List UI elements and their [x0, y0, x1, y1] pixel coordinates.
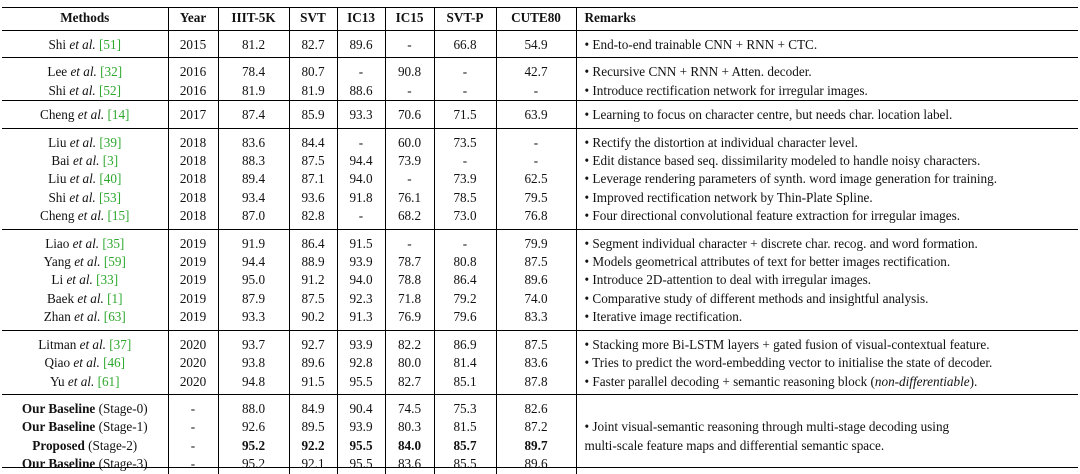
year-cell: 2018 — [168, 128, 218, 152]
svtp-cell: 73.9 — [434, 170, 496, 188]
svtp-cell: 79.6 — [434, 308, 496, 330]
method-etal: et al. — [77, 208, 105, 224]
method-cell — [2, 189, 168, 207]
method-author: Shi — [48, 37, 67, 52]
method-cell — [2, 290, 168, 308]
ic15-cell: 80.3 — [385, 418, 434, 436]
cute80-cell: 83.6 — [496, 354, 576, 372]
cute80-cell: 62.5 — [496, 170, 576, 188]
method-cell — [2, 207, 168, 229]
method-author: Cheng — [40, 208, 75, 224]
ic15-cell: 78.8 — [385, 271, 434, 289]
svtp-cell: 79.2 — [434, 290, 496, 308]
remark-text: • Improved rectification network by Thin-Plate Spline. — [584, 189, 873, 205]
header-svtp: SVT-P — [434, 7, 496, 31]
ic13-cell: 91.3 — [337, 308, 385, 330]
table-row — [2, 330, 1078, 354]
cute80-cell: 82.6 — [496, 394, 576, 418]
remark-cell — [576, 152, 1078, 170]
citation-link: [14] — [107, 107, 130, 123]
iiit5k-cell: 81.2 — [218, 31, 289, 58]
cute80-cell: 74.0 — [496, 290, 576, 308]
cute80-cell: 89.6 — [496, 271, 576, 289]
iiit5k-cell: 94.4 — [218, 253, 289, 271]
table-row — [2, 189, 1078, 207]
svtp-cell: - — [434, 82, 496, 101]
year-cell: 2020 — [168, 330, 218, 354]
svt-cell: 92.2 — [289, 437, 337, 455]
svtp-cell: 73.0 — [434, 207, 496, 229]
year-cell: 2018 — [168, 207, 218, 229]
svt-cell: 84.4 — [289, 128, 337, 152]
citation-link: [53] — [99, 189, 122, 205]
header-row — [2, 7, 1078, 31]
remark-cell — [576, 58, 1078, 82]
ic15-cell: 78.7 — [385, 253, 434, 271]
iiit5k-cell: 87.9 — [218, 290, 289, 308]
table-row — [2, 229, 1078, 253]
remark-cell — [576, 229, 1078, 253]
iiit5k-cell: 93.8 — [218, 354, 289, 372]
citation-link: [15] — [107, 208, 130, 224]
remark-cell — [576, 31, 1078, 58]
method-author: Yang — [43, 254, 71, 270]
year-cell: 2018 — [168, 170, 218, 188]
remark-text: • Learning to focus on character centre, but needs char. location label. — [584, 107, 953, 123]
remark-text: • Four directional convolutional feature extraction for irregular images. — [584, 208, 961, 224]
svt-cell: 80.7 — [289, 58, 337, 82]
table-row — [2, 58, 1078, 82]
method-cell — [2, 58, 168, 82]
year-cell: 2019 — [168, 308, 218, 330]
method-etal: et al. — [69, 171, 97, 187]
remark-cell — [576, 207, 1078, 229]
cute80-cell: 87.5 — [496, 253, 576, 271]
cute80-cell: - — [496, 82, 576, 101]
year-cell: 2020 — [168, 354, 218, 372]
cute80-cell: 76.8 — [496, 207, 576, 229]
ic15-cell: 70.6 — [385, 101, 434, 128]
citation-link: [3] — [102, 153, 119, 169]
svt-cell: 87.5 — [289, 290, 337, 308]
method-etal: et al. — [77, 290, 104, 306]
remark-text: • Segment individual character + discrete char. recog. and word formation. — [584, 235, 978, 251]
year-cell: 2015 — [168, 31, 218, 58]
table-row — [2, 128, 1078, 152]
method-cell — [2, 229, 168, 253]
method-stage: (Stage-0) — [95, 400, 148, 416]
method-author: Litman — [38, 336, 77, 352]
cute80-cell: 83.3 — [496, 308, 576, 330]
svt-cell: 82.7 — [289, 31, 337, 58]
header-ic15: IC15 — [385, 7, 434, 31]
method-author: Li — [51, 272, 64, 288]
svtp-cell: 85.7 — [434, 437, 496, 455]
cute80-cell: 79.9 — [496, 229, 576, 253]
remark-text: • Comparative study of different methods and insightful analysis. — [584, 290, 929, 306]
method-cell — [2, 437, 168, 455]
method-cell — [2, 455, 168, 473]
remark-text: • Rectify the distortion at individual character level. — [584, 134, 858, 150]
svt-cell: 86.4 — [289, 229, 337, 253]
method-author: Lee — [47, 64, 68, 80]
remark-text: • Recursive CNN + RNN + Atten. decoder. — [584, 64, 812, 80]
method-etal: et al. — [69, 37, 96, 52]
remark-cell — [576, 354, 1078, 372]
ic13-cell: 95.5 — [337, 437, 385, 455]
ic15-cell: 74.5 — [385, 394, 434, 418]
cute80-cell: 87.8 — [496, 373, 576, 395]
method-etal: et al. — [69, 82, 96, 98]
ic15-cell: 84.0 — [385, 437, 434, 455]
table-row — [2, 170, 1078, 188]
year-cell: 2017 — [168, 101, 218, 128]
ic13-cell: 91.8 — [337, 189, 385, 207]
remark-text: • Introduce rectification network for irregular images. — [584, 82, 868, 98]
results-table — [2, 7, 1078, 474]
svt-cell: 89.5 — [289, 418, 337, 436]
ic13-cell: 88.6 — [337, 82, 385, 101]
remark-cell — [576, 253, 1078, 271]
citation-link: [35] — [102, 235, 125, 251]
method-cell — [2, 394, 168, 418]
svt-cell: 91.5 — [289, 373, 337, 395]
citation-link: [61] — [97, 373, 120, 389]
citation-link: [33] — [96, 272, 119, 288]
ic15-cell: 71.8 — [385, 290, 434, 308]
method-author: Baek — [47, 290, 75, 306]
method-cell — [2, 82, 168, 101]
iiit5k-cell: 95.2 — [218, 437, 289, 455]
method-etal: et al. — [67, 373, 95, 389]
method-author: Zhan — [43, 309, 71, 325]
ic13-cell: 91.5 — [337, 229, 385, 253]
cute80-cell: 79.5 — [496, 189, 576, 207]
ours-remark-cell — [576, 394, 1078, 473]
cute80-cell: 89.7 — [496, 437, 576, 455]
citation-link: [37] — [109, 336, 132, 352]
year-cell: 2016 — [168, 58, 218, 82]
remark-cell — [576, 170, 1078, 188]
year-cell: 2019 — [168, 229, 218, 253]
remark-cell — [576, 271, 1078, 289]
iiit5k-cell: 94.8 — [218, 373, 289, 395]
method-etal: et al. — [79, 336, 106, 352]
header-year: Year — [168, 7, 218, 31]
year-cell: 2019 — [168, 271, 218, 289]
header-iiit5k: IIIT-5K — [218, 7, 289, 31]
ic13-cell: - — [337, 207, 385, 229]
year-cell: 2019 — [168, 290, 218, 308]
year-cell: - — [168, 437, 218, 455]
remark-text: • Stacking more Bi-LSTM layers + gated fusion of visual-contextual feature. — [584, 336, 990, 352]
method-cell — [2, 128, 168, 152]
iiit5k-cell: 93.4 — [218, 189, 289, 207]
remark-text: • Iterative image rectification. — [584, 309, 743, 325]
year-cell: 2018 — [168, 152, 218, 170]
method-cell — [2, 330, 168, 354]
ic15-cell: 60.0 — [385, 128, 434, 152]
svt-cell: 82.8 — [289, 207, 337, 229]
ic13-cell: 89.6 — [337, 31, 385, 58]
svtp-cell: 81.4 — [434, 354, 496, 372]
year-cell: 2018 — [168, 189, 218, 207]
table-row — [2, 82, 1078, 101]
ic15-cell: - — [385, 170, 434, 188]
iiit5k-cell: 95.0 — [218, 271, 289, 289]
svt-cell: 87.5 — [289, 152, 337, 170]
ic13-cell: 93.9 — [337, 418, 385, 436]
svtp-cell: 73.5 — [434, 128, 496, 152]
ic13-cell: 94.4 — [337, 152, 385, 170]
ic13-cell: 94.0 — [337, 170, 385, 188]
ours-remark-line2: multi-scale feature maps and differential semantic space. — [584, 437, 885, 453]
citation-link: [40] — [99, 171, 122, 187]
method-name-bold: Our Baseline — [21, 419, 96, 435]
method-author: Liu — [48, 134, 67, 150]
iiit5k-cell: 91.9 — [218, 229, 289, 253]
method-etal: et al. — [77, 107, 105, 123]
method-name-bold: Proposed — [32, 437, 85, 453]
table-row — [2, 31, 1078, 58]
ic15-cell: 73.9 — [385, 152, 434, 170]
table-row — [2, 290, 1078, 308]
svtp-cell: - — [434, 152, 496, 170]
citation-link: [32] — [100, 64, 123, 80]
cute80-cell: 42.7 — [496, 58, 576, 82]
table-row — [2, 308, 1078, 330]
citation-link: [39] — [99, 134, 122, 150]
ic13-cell: 94.0 — [337, 271, 385, 289]
svtp-cell: 81.5 — [434, 418, 496, 436]
table-row — [2, 207, 1078, 229]
svtp-cell: - — [434, 58, 496, 82]
svtp-cell: 71.5 — [434, 101, 496, 128]
svtp-cell: 85.1 — [434, 373, 496, 395]
ic13-cell: 93.3 — [337, 101, 385, 128]
remark-text: • Introduce 2D-attention to deal with irregular images. — [584, 272, 872, 288]
remark-text: • Models geometrical attributes of text for better images rectification. — [584, 254, 951, 270]
table-body — [2, 31, 1078, 474]
ic13-cell: - — [337, 128, 385, 152]
iiit5k-cell: 78.4 — [218, 58, 289, 82]
method-author: Shi — [48, 189, 67, 205]
header-methods: Methods — [2, 7, 168, 31]
ic13-cell: 95.5 — [337, 455, 385, 473]
method-etal: et al. — [74, 254, 101, 270]
ic15-cell: - — [385, 229, 434, 253]
ours-remark-line1: • Joint visual-semantic reasoning through multi-stage decoding using — [584, 419, 950, 435]
baseline-row — [2, 394, 1078, 418]
citation-link: [52] — [99, 82, 122, 98]
svt-cell: 93.6 — [289, 189, 337, 207]
svt-cell: 91.2 — [289, 271, 337, 289]
remark-text: • Leverage rendering parameters of synth. word image generation for training. — [584, 171, 998, 187]
ic15-cell: 82.7 — [385, 373, 434, 395]
svtp-cell: 80.8 — [434, 253, 496, 271]
table-row — [2, 373, 1078, 395]
remark-text: • End-to-end trainable CNN + RNN + CTC. — [584, 37, 818, 52]
ic15-cell: 80.0 — [385, 354, 434, 372]
remark-cell — [576, 373, 1078, 395]
header-cute80: CUTE80 — [496, 7, 576, 31]
remark-cell — [576, 308, 1078, 330]
header-svt: SVT — [289, 7, 337, 31]
method-author: Qiao — [44, 355, 71, 371]
svt-cell: 90.2 — [289, 308, 337, 330]
svtp-cell: 85.5 — [434, 455, 496, 473]
svtp-cell: 86.9 — [434, 330, 496, 354]
ic13-cell: - — [337, 58, 385, 82]
method-etal: et al. — [70, 64, 97, 80]
table-row — [2, 152, 1078, 170]
year-cell: 2020 — [168, 373, 218, 395]
ic15-cell: 83.6 — [385, 455, 434, 473]
method-author: Liao — [45, 235, 70, 251]
svt-cell: 87.1 — [289, 170, 337, 188]
iiit5k-cell: 87.4 — [218, 101, 289, 128]
ic13-cell: 92.8 — [337, 354, 385, 372]
ic15-cell: 90.8 — [385, 58, 434, 82]
table-row — [2, 101, 1078, 128]
year-cell: - — [168, 455, 218, 473]
method-etal: et al. — [72, 235, 100, 251]
iiit5k-cell: 95.2 — [218, 455, 289, 473]
method-stage: (Stage-3) — [95, 456, 148, 472]
ic13-cell: 93.9 — [337, 330, 385, 354]
ic15-cell: 82.2 — [385, 330, 434, 354]
year-cell: - — [168, 394, 218, 418]
method-etal: et al. — [73, 355, 100, 371]
remark-text: • Faster parallel decoding + semantic reasoning block ( — [584, 373, 875, 389]
citation-link: [59] — [103, 254, 126, 270]
remark-cell — [576, 82, 1078, 101]
method-etal: et al. — [74, 309, 101, 325]
ic15-cell: - — [385, 31, 434, 58]
citation-link: [51] — [99, 37, 122, 52]
header-ic13: IC13 — [337, 7, 385, 31]
method-stage: (Stage-2) — [84, 437, 138, 453]
iiit5k-cell: 88.0 — [218, 394, 289, 418]
method-etal: et al. — [66, 272, 93, 288]
citation-link: [46] — [103, 355, 126, 371]
remark-tail: ). — [969, 373, 978, 389]
ic15-cell: 68.2 — [385, 207, 434, 229]
year-cell: - — [168, 418, 218, 436]
method-cell — [2, 373, 168, 395]
table-row — [2, 253, 1078, 271]
svt-cell: 81.9 — [289, 82, 337, 101]
svtp-cell: 86.4 — [434, 271, 496, 289]
remark-cell — [576, 290, 1078, 308]
remark-italic: non-differentiable — [874, 373, 970, 389]
iiit5k-cell: 93.3 — [218, 308, 289, 330]
iiit5k-cell: 92.6 — [218, 418, 289, 436]
method-author: Liu — [48, 171, 67, 187]
cute80-cell: 87.5 — [496, 330, 576, 354]
remark-cell — [576, 101, 1078, 128]
svt-cell: 88.9 — [289, 253, 337, 271]
method-etal: et al. — [69, 134, 97, 150]
method-cell — [2, 354, 168, 372]
svt-cell: 89.6 — [289, 354, 337, 372]
header-remarks: Remarks — [584, 10, 636, 26]
remark-text: • Tries to predict the word-embedding vector to initialise the state of decoder. — [584, 355, 993, 371]
svtp-cell: 66.8 — [434, 31, 496, 58]
ic13-cell: 90.4 — [337, 394, 385, 418]
method-cell — [2, 152, 168, 170]
method-cell — [2, 170, 168, 188]
svtp-cell: 78.5 — [434, 189, 496, 207]
method-author: Yu — [49, 373, 65, 389]
svt-cell: 92.7 — [289, 330, 337, 354]
cute80-cell: 87.2 — [496, 418, 576, 436]
svtp-cell: - — [434, 229, 496, 253]
ic15-cell: - — [385, 82, 434, 101]
cute80-cell: 54.9 — [496, 31, 576, 58]
method-cell — [2, 271, 168, 289]
iiit5k-cell: 89.4 — [218, 170, 289, 188]
remark-text: • Edit distance based seq. dissimilarity modeled to handle noisy characters. — [584, 153, 981, 169]
remark-cell — [576, 189, 1078, 207]
method-author: Cheng — [40, 107, 75, 123]
year-cell: 2016 — [168, 82, 218, 101]
cute80-cell: 63.9 — [496, 101, 576, 128]
method-cell — [2, 101, 168, 128]
ic13-cell: 95.5 — [337, 373, 385, 395]
svt-cell: 85.9 — [289, 101, 337, 128]
method-name-bold: Our Baseline — [21, 400, 96, 416]
cute80-cell: - — [496, 152, 576, 170]
remark-cell — [576, 128, 1078, 152]
method-etal: et al. — [73, 153, 100, 169]
table-row — [2, 354, 1078, 372]
year-cell: 2019 — [168, 253, 218, 271]
cute80-cell: - — [496, 128, 576, 152]
iiit5k-cell: 81.9 — [218, 82, 289, 101]
svtp-cell: 75.3 — [434, 394, 496, 418]
method-author: Bai — [51, 153, 70, 169]
iiit5k-cell: 87.0 — [218, 207, 289, 229]
ic13-cell: 92.3 — [337, 290, 385, 308]
method-cell — [2, 31, 168, 58]
cute80-cell: 89.6 — [496, 455, 576, 473]
svt-cell: 92.1 — [289, 455, 337, 473]
method-etal: et al. — [69, 189, 96, 205]
citation-link: [63] — [103, 309, 126, 325]
method-author: Shi — [48, 82, 67, 98]
ic15-cell: 76.9 — [385, 308, 434, 330]
iiit5k-cell: 83.6 — [218, 128, 289, 152]
method-name-bold: Our Baseline — [21, 456, 96, 472]
table-row — [2, 271, 1078, 289]
ic13-cell: 93.9 — [337, 253, 385, 271]
method-cell — [2, 253, 168, 271]
iiit5k-cell: 88.3 — [218, 152, 289, 170]
method-cell — [2, 308, 168, 330]
remark-cell — [576, 330, 1078, 354]
svt-cell: 84.9 — [289, 394, 337, 418]
method-stage: (Stage-1) — [95, 419, 148, 435]
citation-link: [1] — [107, 290, 123, 306]
ic15-cell: 76.1 — [385, 189, 434, 207]
method-cell — [2, 418, 168, 436]
iiit5k-cell: 93.7 — [218, 330, 289, 354]
